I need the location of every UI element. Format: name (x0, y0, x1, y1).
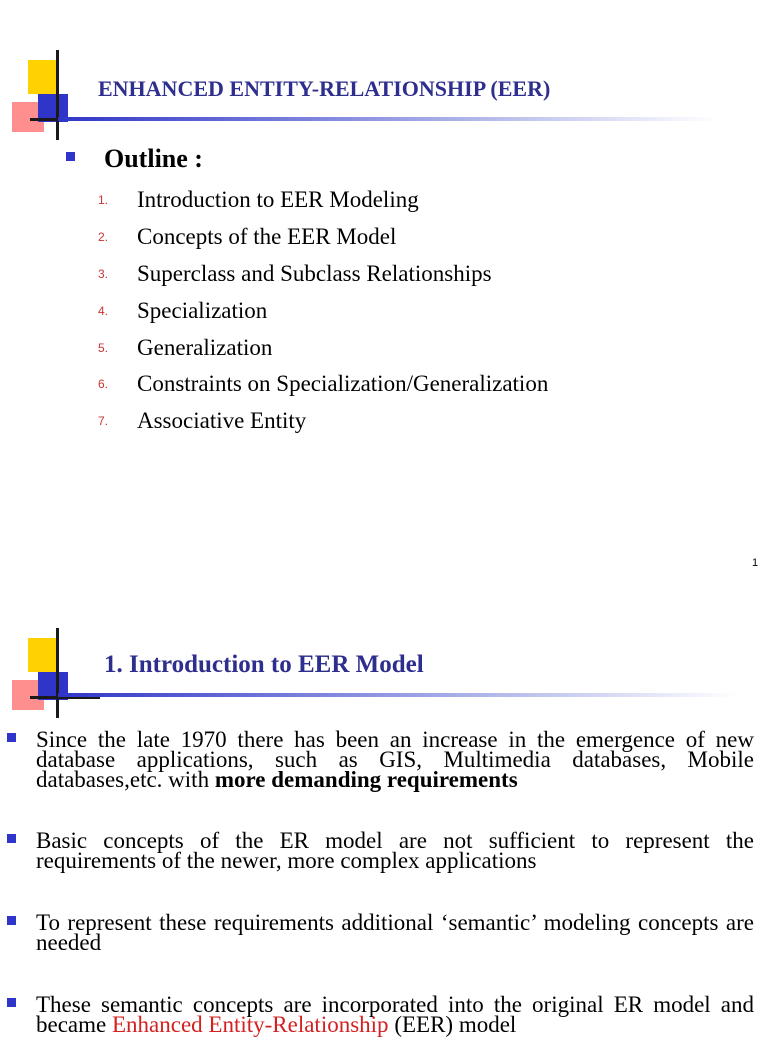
slide-2 (0, 596, 768, 1037)
paragraph-text-tail: (EER) model (388, 1012, 517, 1037)
paragraph (36, 727, 754, 792)
item-number: 4. (98, 303, 109, 318)
list-item (98, 256, 548, 293)
paragraph (36, 992, 754, 1037)
slide-title: 1. Introduction to EER Model (104, 651, 424, 678)
page-number: 1 (752, 557, 759, 569)
paragraph (36, 910, 754, 955)
item-number: 1. (98, 193, 109, 208)
slide-logo-icon (0, 50, 100, 140)
item-text: Associative Entity (137, 408, 307, 434)
paragraph-text: To represent these requirements additional ‘semantic’ modeling concepts are needed (36, 910, 754, 955)
bullet-square-icon (7, 834, 16, 843)
title-underline (58, 117, 718, 121)
slide-title: ENHANCED ENTITY-RELATIONSHIP (EER) (98, 76, 551, 101)
highlight-text: Enhanced Entity-Relationship (111, 1012, 389, 1037)
paragraph (36, 828, 754, 873)
bullet-square-icon (7, 916, 16, 925)
logo-yellow-square (28, 638, 58, 672)
item-text: Introduction to EER Modeling (137, 187, 419, 213)
item-text: Concepts of the EER Model (137, 224, 397, 250)
logo-vertical-line (56, 628, 59, 718)
list-item (98, 329, 548, 366)
item-text: Superclass and Subclass Relationships (137, 260, 492, 286)
title-underline (58, 693, 738, 697)
emphasis-text: more demanding requirements (214, 767, 518, 792)
paragraph-text: Basic concepts of the ER model are not sufficient to represent the requirements of the newer, more complex applications (36, 828, 754, 873)
item-number: 6. (98, 377, 109, 392)
bullet-square-icon (7, 998, 16, 1007)
item-text: Specialization (137, 297, 268, 323)
slide-logo-icon (0, 628, 100, 718)
item-number: 3. (98, 266, 109, 281)
item-number: 2. (98, 230, 109, 245)
paragraph-text: Since the late 1970 there has been an increase in the emergence of new database applications, such as GIS, Multimedia databases, Mobile databases,etc. with (36, 727, 754, 792)
list-item (98, 219, 548, 256)
list-item (98, 366, 548, 403)
item-number: 7. (98, 414, 109, 429)
logo-vertical-line (56, 50, 59, 140)
item-text: Constraints on Specialization/Generalization (137, 371, 549, 397)
list-item (98, 182, 548, 219)
list-item (98, 292, 548, 329)
outline-heading: Outline : (104, 144, 203, 173)
item-text: Generalization (137, 334, 273, 360)
list-item (98, 403, 548, 440)
logo-yellow-square (28, 60, 58, 94)
bullet-square-icon (7, 733, 16, 742)
outline-list (98, 182, 548, 440)
bullet-square-icon (66, 152, 75, 161)
item-number: 5. (98, 340, 109, 355)
paragraph-text: These semantic concepts are incorporated into the original ER model and became (36, 992, 754, 1037)
